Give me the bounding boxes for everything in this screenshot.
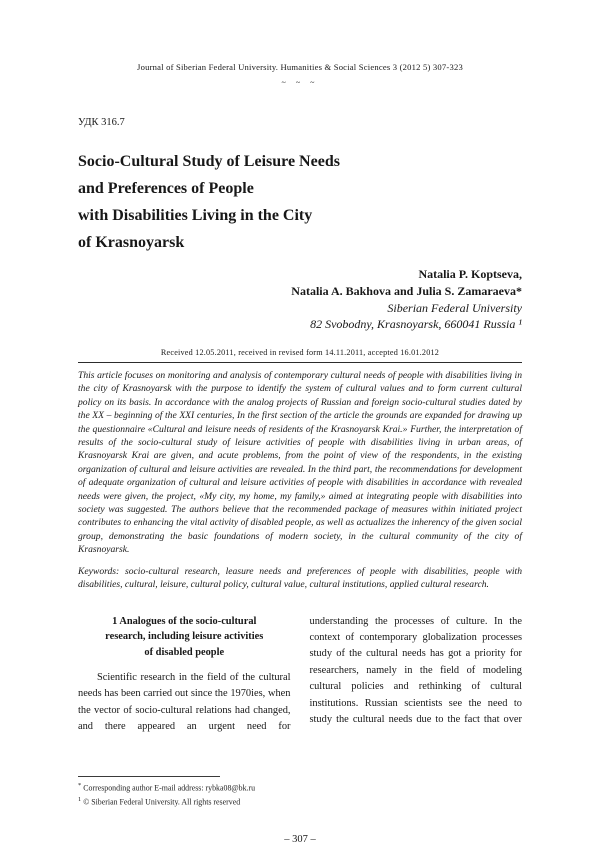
article-title-line: of Krasnoyarsk bbox=[78, 234, 185, 251]
right-column bbox=[310, 612, 523, 736]
article-title-line: Socio-Cultural Study of Leisure Needs bbox=[78, 153, 340, 170]
received-dates: Received 12.05.2011, received in revised form 14.11.2011, accepted 16.01.2012 bbox=[160, 348, 440, 357]
left-column bbox=[78, 612, 291, 736]
footnote-text: © Siberian Federal University. All rights reserved bbox=[83, 797, 241, 807]
page-number: – 307 – bbox=[284, 834, 316, 845]
keywords-text: Keywords: socio-cultural research, leasure needs and preferences of people with disabilities, people with disabilities, cultural, leisure, cultural policy, cultural value, cultural institutions, applied cultural research. bbox=[78, 565, 522, 591]
footnote-copyright bbox=[78, 794, 343, 808]
footnote-corresponding-author bbox=[78, 780, 343, 794]
journal-header: Journal of Siberian Federal University. Humanities & Social Sciences 3 (2012 5) 307-323 bbox=[137, 62, 463, 72]
footnote-block bbox=[78, 776, 343, 808]
footnote-marker: 1 bbox=[78, 795, 82, 803]
section-heading-line: research, including leisure activities bbox=[105, 631, 264, 642]
right-column-paragraph: understanding the processes of culture. In the context of contemporary globalization processes study of the cultural needs has got a priority for researchers, namely in the field of modeling cultural policies and rethinking of cultural institutions. Russian scientists see the need to study the cultural needs due to the fact that over bbox=[309, 615, 522, 725]
section-heading-line: of disabled people bbox=[144, 646, 225, 658]
udc-code: УДК 316.7 bbox=[78, 117, 125, 128]
affiliation-block bbox=[78, 300, 522, 332]
affiliation-line: 82 Svobodny, Krasnoyarsk, 660041 Russia ¹ bbox=[310, 317, 522, 331]
abstract-text: This article focuses on monitoring and analysis of contemporary cultural needs of people with disabilities living in the city of Krasnoyarsk with the purpose to identify the system of cultural values and to form current cultural policy on its basis. In accordance with the analog projects of Russian and foreign socio-cultural studies dated by the XX – beginning of the XXI centuries, In the first section of the article the grounds are expanded for drawing up the questionnaire «Cultural and leisure needs of residents of the Krasnoyarsk Krai.» Further, the interpretation of results of the socio-cultural study of leisure activities of people with disabilities living in urban areas, of Krasnoyarsk Krai are given, and acute problems, from the point of view of the respondents, in the existing organization of cultural and leisure activities are revealed. In the third part, the recommendations for development of adequate organization of cultural and leisure activities of people with disabilities in accordance with revealed needs were given, the project, «My city, my home, my family,» aimed at integrating people with disabilities into society was suggested. The authors believe that the recommended package of measures within initiated project contributes to enhancing the vital activity of disabled people, as well as actualizes the inherency of the given social group, demonstrating the basic foundations of modern society, in the cultural community of the city of Krasnoyarsk. bbox=[78, 370, 522, 556]
author-block bbox=[78, 266, 522, 300]
author-line: Natalia P. Koptseva, bbox=[418, 267, 522, 281]
affiliation-line: Siberian Federal University bbox=[387, 301, 522, 315]
section-heading bbox=[78, 614, 291, 661]
footnote-divider bbox=[78, 776, 220, 777]
article-title-line: and Preferences of People bbox=[78, 180, 254, 197]
footnote-text: Corresponding author E-mail address: rybka08@bk.ru bbox=[83, 783, 256, 793]
footnote-marker: * bbox=[78, 781, 82, 789]
article-title-line: with Disabilities Living in the City bbox=[78, 207, 313, 224]
author-line: Natalia A. Bakhova and Julia S. Zamaraeva* bbox=[291, 284, 522, 298]
two-column-body bbox=[78, 612, 522, 736]
abstract-divider bbox=[78, 362, 522, 363]
section-heading-line: 1 Analogues of the socio-cultural bbox=[112, 615, 257, 627]
tilde-separator: ~ ~ ~ bbox=[281, 78, 319, 87]
left-column-paragraph: Scientific research in the field of the cultural needs has been carried out since the 1970ies, when the vector of socio-cultural relations had changed, and there appeared an urgent need for bbox=[78, 672, 291, 733]
article-title bbox=[78, 148, 522, 256]
